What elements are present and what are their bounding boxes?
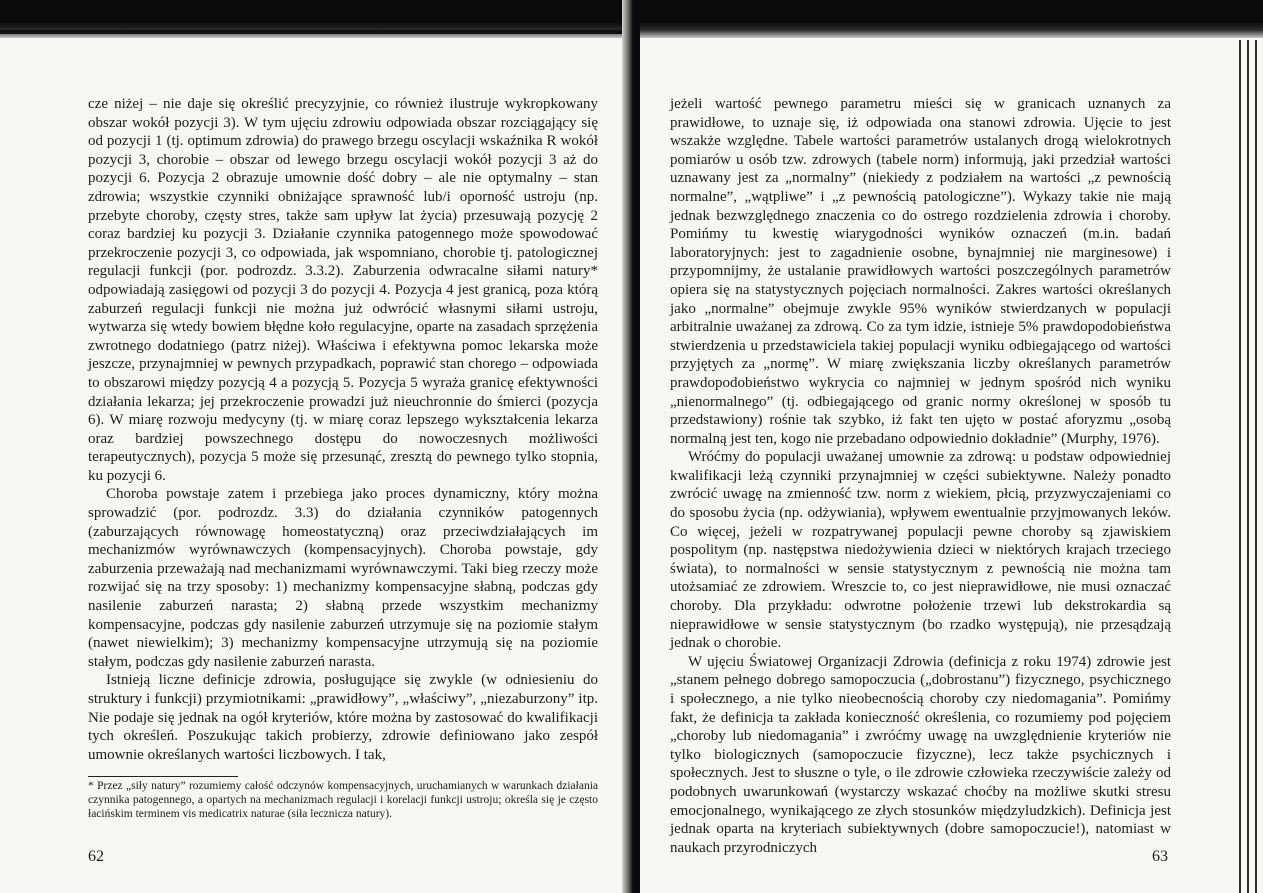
paragraph: W ujęciu Światowej Organizacji Zdrowia (definicja z roku 1974) zdrowie jest „stanem pełnego dobrego samopoczucia („dobrostanu”) fizycznego, psychicznego i społecznego, a nie tylko nieobecnością choroby czy niedomagania”. Pomińmy fakt, że definicja ta zakłada konieczność określenia, co rozumiemy pod pojęciem „choroby lub niedomagania” i zwróćmy uwagę na uwzględnienie kryteriów nie tylko biologicznych (samopoczucie fizyczne), lecz także psychicznych i społecznych. Jest to słuszne o tyle, o ile zdrowie człowieka rzeczywiście zależy od podobnych uwarunkowań (wystarczy wskazać choćby na możliwe skutki stresu emocjonalnego, wynikającego ze złych stosunków międzyludzkich). Definicja jest jednak oparta na kryteriach subiektywnych (dobre samopoczucie!), natomiast w naukach przyrodniczych <box>670 653 1171 856</box>
page-edge-line <box>1255 40 1257 893</box>
paragraph: cze niżej – nie daje się określić precyzyjnie, co również ilustruje wykropkowany obszar wokół pozycji 3). W tym ujęciu zdrowiu odpowiada obszar rozciągający się od pozycji 1 (tj. optimum zdrowia) do prawego brzegu oscylacji wskaźnika R wokół pozycji 3, chorobie – obszar od lewego brzegu oscylacji wokół pozycji 3 aż do pozycji 6. Pozycja 2 obrazuje umownie dość dobry – ale nie optymalny – stan zdrowia; wszystkie czynniki obniżające sprawność lub/i oporność ustroju (np. przebyte choroby, częsty stres, także sam upływ lat życia) przesuwają pozycję 2 coraz bardziej ku pozycji 3. Działanie czynnika patogennego może spowodować przekroczenie pozycji 3, co odpowiada, jak wspomniano, chorobie tj. patologicznej regulacji funkcji (por. podrozdz. 3.3.2). Zaburzenia odwracalne siłami natury* odpowiadają zasięgowi od pozycji 3 do pozycji 4. Pozycja 4 jest granicą, poza którą zaburzeń regulacji funkcji nie można już odwrócić własnymi siłami ustroju, wytwarza się wtedy bowiem błędne koło regulacyjne, oparte na zasadach sprzężenia zwrotnego dodatniego (patrz niżej). Właściwa i efektywna pomoc lekarska może jeszcze, przynajmniej w pewnych przypadkach, poprawić stan chorego – odpowiada to obszarowi między pozycją 4 a pozycją 5. Pozycja 5 wyraża granicę efektywności działania lekarza; jej przekroczenie prowadzi już nieuchronnie do śmierci (pozycja 6). W miarę rozwoju medycyny (tj. w miarę coraz lepszego wykształcenia lekarza oraz bardziej powszechnego dostępu do nowoczesnych możliwości terapeutycznych), pozycja 5 może się przesunąć, zresztą do pewnego tylko stopnia, ku pozycji 6. <box>88 96 598 484</box>
paragraph: Choroba powstaje zatem i przebiega jako proces dynamiczny, który można sprowadzić (por. podrozdz. 3.3) do działania czynników patogennych (zaburzających równowagę homeostatyczną) oraz przeciwdziałających im mechanizmów wyrównawczych (kompensacyjnych). Choroba powstaje, gdy zaburzenia przeważają nad mechanizmami wyrównawczymi. Taki bieg rzeczy może rozwijać się na trzy sposoby: 1) mechanizmy kompensacyjne słabną, podczas gdy nasilenie zaburzeń narasta; 2) słabną przede wszystkim mechanizmy kompensacyjne, podczas gdy nasilenie zaburzeń utrzymuje się na poziomie stałym (nawet niewielkim); 3) mechanizmy kompensacyjne utrzymują się na poziomie stałym, podczas gdy nasilenie zaburzeń narasta. <box>88 486 598 670</box>
right-page-text <box>670 95 1171 857</box>
page-number-left: 62 <box>88 848 104 865</box>
scan-top-rule <box>0 30 640 34</box>
footnote-rule <box>88 776 238 777</box>
page-number-right: 63 <box>1152 848 1168 865</box>
paragraph: jeżeli wartość pewnego parametru mieści się w granicach uznanych za prawidłowe, to uznaje się, iż odpowiada ona stanowi zdrowia. Ujęcie to jest wszakże względne. Tabele wartości parametrów ustalanych drogą wielokrotnych pomiarów u osób tzw. zdrowych (tabele norm) informują, jaki przedział wartości uznawany jest za „normalny” (niekiedy z podziałem na wartości „z pewnością normalne”, „wątpliwe” i „z pewnością patologiczne”). Wykazy takie nie mają jednak bezwzględnego znaczenia co do ostrego rozdzielenia zdrowia i choroby. Pomińmy tu kwestię wiarygodności wyników oznaczeń (m.in. badań laboratoryjnych: jest to zagadnienie osobne, bynajmniej nie marginesowe) i przypomnijmy, że ustalanie prawidłowych wartości poszczególnych parametrów opiera się na statystycznych pojęciach normalności. Zakres wartości określanych jako „normalne” obejmuje zwykle 95% wyników stwierdzanych w populacji arbitralnie uważanej za zdrową. Co za tym idzie, istnieje 5% prawdopodobieństwa stwierdzenia u przedstawiciela takiej populacji wyniku odbiegającego od wartości przyjętych za „normę”. W miarę zwiększania liczby określanych parametrów prawdopodobieństwo wykrycia co najmniej w jednym spośród nich wyniku „nienormalnego” (tj. odbiegającego od granic normy określonej w sposób tu przedstawiony) rośnie tak szybko, iż fakt ten ujęto w postać aforyzmu „osobą normalną jest ten, kogo nie przebadano odpowiednio dokładnie” (Murphy, 1976). <box>670 96 1171 447</box>
left-page-text <box>88 95 598 764</box>
book-gutter <box>622 0 640 893</box>
page-edge-line <box>1247 40 1249 893</box>
footnote: * Przez „siły natury” rozumiemy całość odczynów kompensacyjnych, uruchamianych w warunkach działania czynnika patogennego, a opartych na mechanizmach regulacji i korelacji funkcji ustroju; określa się je często łacińskim terminem vis medicatrix naturae (siła lecznicza natury). <box>88 780 598 820</box>
paragraph: Istnieją liczne definicje zdrowia, posługujące się zwykle (w odniesieniu do struktury i funkcji) przymiotnikami: „prawidłowy”, „właściwy”, „niezaburzony” itp. Nie podaje się jednak na ogół kryteriów, które można by zastosować do kwalifikacji tych określeń. Poszukując takich probierzy, zdrowie definiowano jako zespół umownie określanych wartości liczbowych. I tak, <box>88 672 598 763</box>
paragraph: Wróćmy do populacji uważanej umownie za zdrową: u podstaw odpowiedniej kwalifikacji leżą czynniki przynajmniej w części subiektywne. Należy ponadto zwrócić uwagę na zmienność tzw. norm z wiekiem, płcią, przyzwyczajeniami co do sposobu życia (np. odżywiania), wpływem ewentualnie przyjmowanych leków. Co więcej, jeżeli w rozpatrywanej populacji pewne choroby są zjawiskiem pospolitym (np. następstwa niedożywienia dzieci w niektórych krajach trzeciego świata), to normalności w sensie statystycznym z pewnością nie można tam utożsamiać ze zdrowiem. Wreszcie to, co jest nieprawidłowe, nie musi oznaczać choroby. Dla przykładu: odwrotne położenie trzewi lub dekstrokardia są nieprawidłowe w sensie statystycznym (bo rzadko występują), nie przesądzają jednak o chorobie. <box>670 449 1171 652</box>
page-edge-line <box>1239 40 1241 893</box>
